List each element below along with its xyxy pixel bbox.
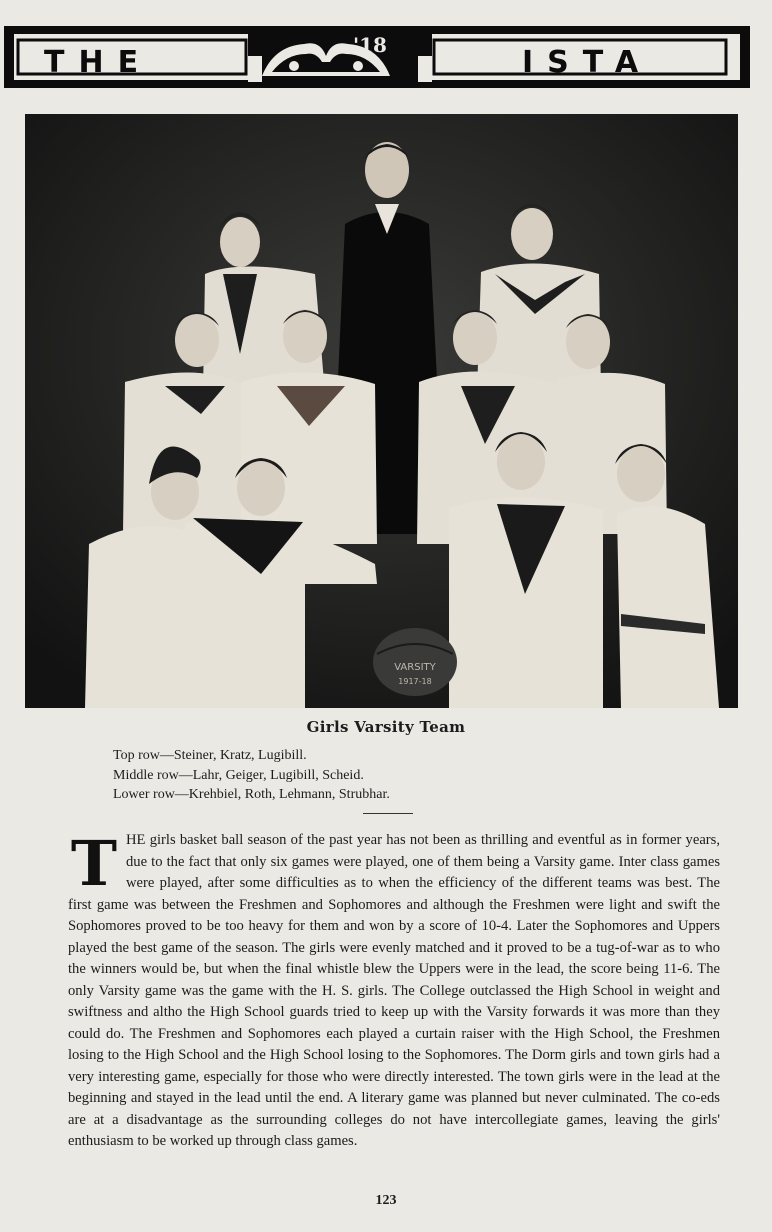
drop-cap xyxy=(68,831,120,893)
svg-text:T: T xyxy=(70,831,118,893)
basketball xyxy=(373,628,457,696)
caption-row-middle: Middle row—Lahr, Geiger, Lugibill, Scheid. xyxy=(113,767,364,783)
header-year: '18 xyxy=(353,33,387,57)
ball-year: 1917-18 xyxy=(398,677,432,686)
photo-caption-title: Girls Varsity Team xyxy=(306,718,466,736)
team-photograph xyxy=(25,114,738,708)
caption-rows xyxy=(113,746,390,805)
page-number: 123 xyxy=(375,1193,397,1208)
article-text: HE girls basket ball season of the past year has not been as thrilling and eventful as in former years, due to the fact that only six games were played, one of them being a Varsity game. Inter class games were played, after some difficulties as to when the efficiency of the different teams was best. The first game was between the Freshmen and Sophomores and although the Freshmen were light and swift the Sophomores proved to be too heavy for them and won by a score of 10-4. Later the Sophomores and Uppers played the best game of the season. The girls were evenly matched and it proved to be a tug-of-war as to who the winners would be, but when the final whistle blew the Uppers were in the lead, the score being 11-6. The only Varsity game was the game with the H. S. girls. The College outclassed the High School in weight and swiftness and altho the High School guards tried to keep up with the Varsity forwards it was more than they could do. The Freshmen and Sophomores each played a curtain raiser with the High School, the Freshmen losing to the High School and the High School losing to the Sophomores. The Dorm girls and town girls had a very interesting game, especially for those who were directly interested. The town girls were in the lead at the beginning and stayed in the lead until the end. A literary game was planned but never culminated. The co-eds are at a disadvantage as the surrounding colleges do not have intercollegiate games, leaving the girls' enthusiasm to be worked up through class games. xyxy=(68,832,720,1149)
caption-row-lower: Lower row—Krehbiel, Roth, Lehmann, Strubhar. xyxy=(113,787,390,802)
header-word-right: ISTA xyxy=(522,45,653,80)
article-body xyxy=(68,830,720,1153)
header-word-left: THE xyxy=(44,45,153,80)
page-header-banner xyxy=(4,26,750,88)
ball-label: VARSITY xyxy=(394,662,436,673)
section-divider xyxy=(363,813,413,814)
caption-row-top: Top row—Steiner, Kratz, Lugibill. xyxy=(113,748,307,763)
